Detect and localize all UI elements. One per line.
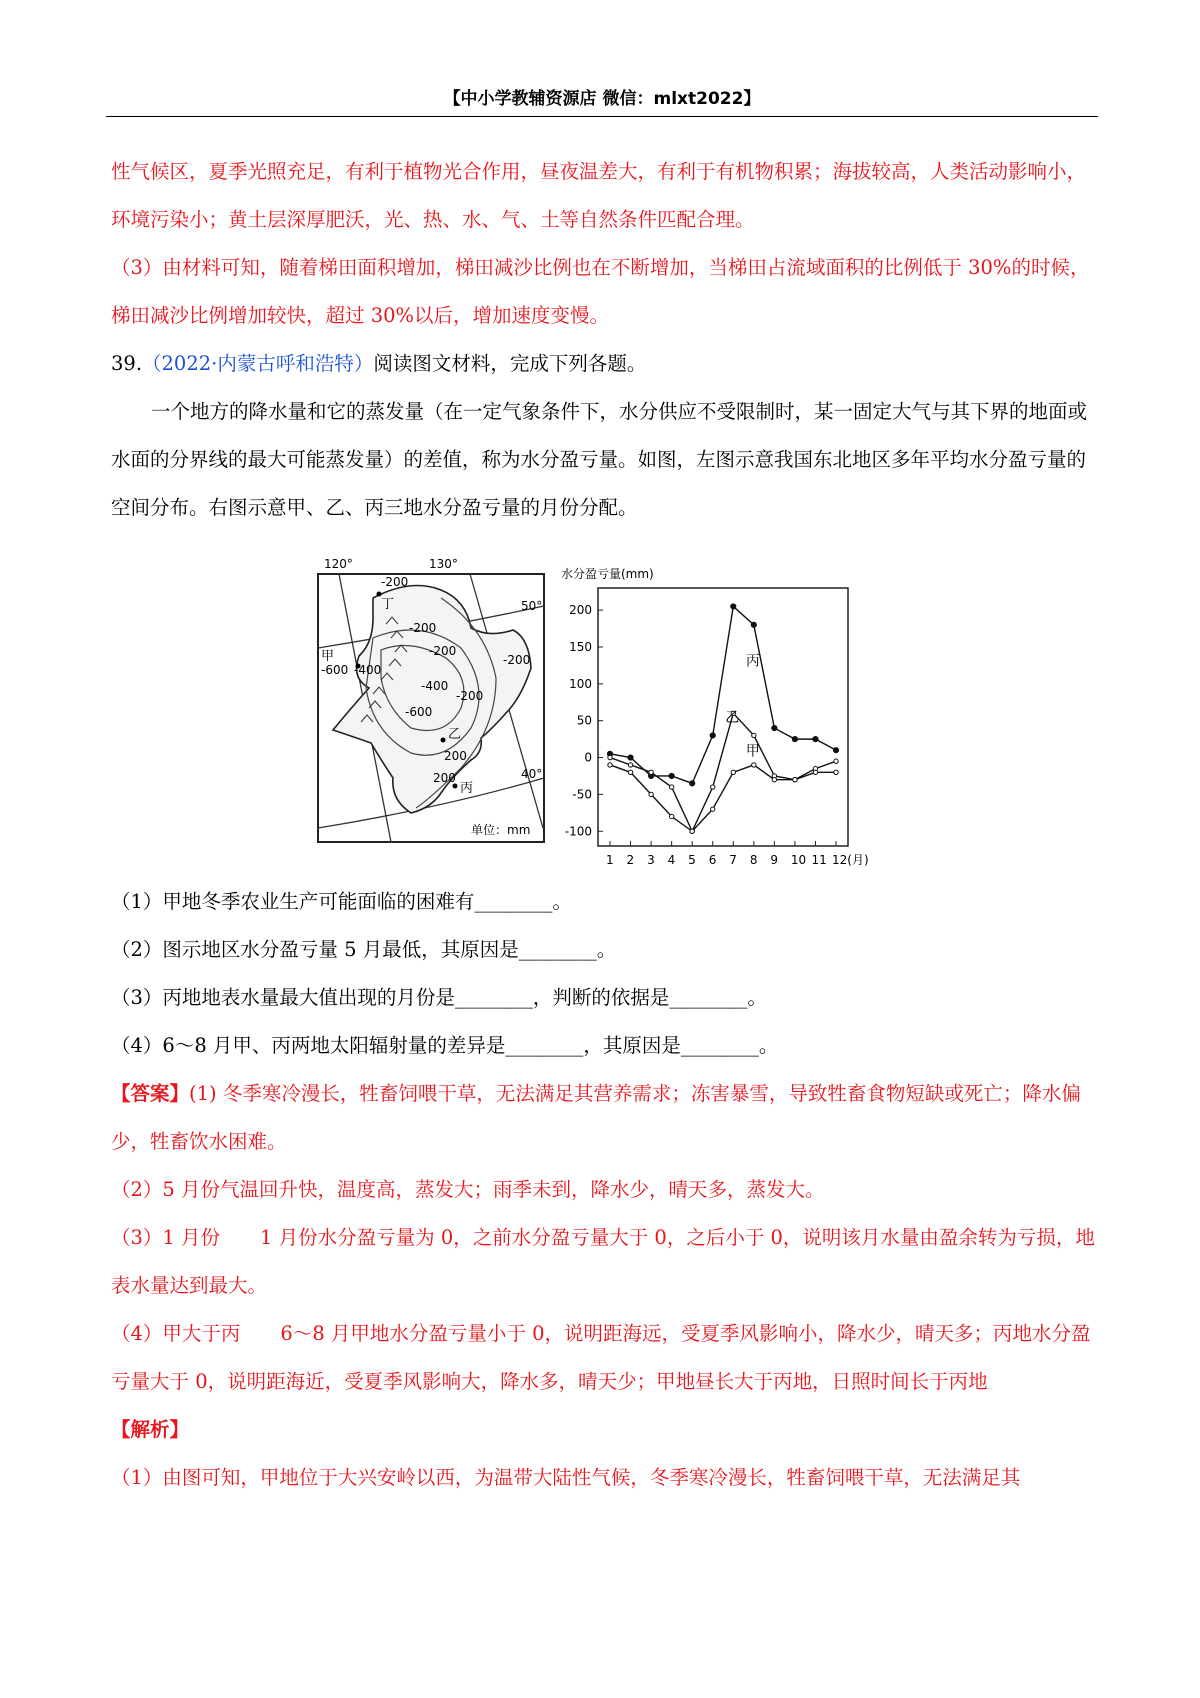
figure	[111, 538, 1096, 868]
series-line-1	[610, 713, 836, 831]
y-tick-label: -100	[564, 824, 592, 839]
analysis-1: （1）由图可知，甲地位于大兴安岭以西，为温带大陆性气候，冬季寒冷漫长，牲畜饲喂干草，无法满足其	[111, 1466, 1021, 1489]
data-point	[813, 770, 817, 774]
data-point	[731, 770, 735, 774]
answer-2: （2）5 月份气温回升快，温度高，蒸发大；雨季未到，降水少，晴天多，蒸发大。	[111, 1178, 825, 1201]
contour-label: -200	[429, 644, 457, 658]
map-unit: 单位：mm	[471, 823, 531, 837]
answer-4	[111, 1310, 1096, 1406]
question-source: （2022·内蒙古呼和浩特）	[142, 352, 374, 375]
contour-label: -200	[409, 621, 437, 635]
y-tick-label: 200	[569, 603, 592, 618]
answer-3	[111, 1214, 1096, 1310]
data-point	[608, 755, 612, 759]
data-point	[834, 770, 838, 774]
x-tick-label: 10	[790, 853, 807, 867]
x-tick-label: 9	[770, 853, 779, 867]
series-line-2	[610, 765, 836, 831]
data-point	[628, 755, 633, 760]
data-point	[792, 737, 797, 742]
answer-3-body: 1 月份水分盈亏量为 0，之前水分盈亏量大于 0，之后小于 0，说明该月水量由盈余转为亏损，地表水量达到最大。	[111, 1226, 1095, 1297]
place-label-jia: 甲	[321, 649, 335, 664]
question-material: 一个地方的降水量和它的蒸发量（在一定气象条件下，水分供应不受限制时，某一固定大气与其下界的地面或水面的分界线的最大可能蒸发量）的差值，称为水分盈亏量。如图，左图示意我国东北地区多年平均水分盈亏量的空间分布。右图示意甲、乙、丙三地水分盈亏量的月份分配。	[111, 400, 1088, 519]
prev-answer-part-3: （3）由材料可知，随着梯田面积增加，梯田减沙比例也在不断增加，当梯田占流域面积的比例低于 30%的时候，梯田减沙比例增加较快，超过 30%以后，增加速度变慢。	[111, 256, 1090, 327]
data-point	[690, 829, 694, 833]
data-point	[772, 777, 776, 781]
question-heading	[111, 340, 1096, 388]
question-prompt: 阅读图文材料，完成下列各题。	[373, 352, 647, 375]
x-tick-label: 5	[688, 853, 696, 867]
series-line-0	[610, 606, 836, 783]
data-point	[669, 814, 673, 818]
data-point	[813, 737, 818, 742]
x-tick-label: 1	[606, 853, 614, 867]
lat-label-50: 50°	[521, 599, 543, 613]
lon-label-120: 120°	[324, 557, 353, 571]
data-point	[751, 622, 756, 627]
x-tick-label: 7	[729, 853, 737, 867]
data-point	[710, 733, 715, 738]
data-point	[628, 770, 632, 774]
header-rule	[106, 116, 1098, 117]
x-tick-label: 12(月)	[832, 853, 869, 867]
answer-label: 【答案】	[111, 1082, 190, 1105]
question-3: （3）丙地地表水量最大值出现的月份是________，判断的依据是________。	[111, 986, 767, 1009]
data-point	[711, 807, 715, 811]
page-header: 【中小学教辅资源店 微信：mlxt2022】	[443, 89, 761, 109]
data-point	[833, 748, 838, 753]
data-point	[752, 733, 756, 737]
answer-3-head: （3）1 月份	[111, 1226, 221, 1249]
y-tick-label: -50	[572, 787, 592, 802]
question-2: （2）图示地区水分盈亏量 5 月最低，其原因是________。	[111, 938, 617, 961]
data-point	[649, 770, 653, 774]
contour-label: -600	[405, 705, 433, 719]
answer-1	[111, 1070, 1096, 1166]
data-point	[669, 773, 674, 778]
place-label-ding: 丁	[381, 597, 395, 612]
lon-label-130: 130°	[429, 557, 458, 571]
answer-1-text: (1) 冬季寒冷漫长，牲畜饲喂干草，无法满足其营养需求；冻害暴雪，导致牲畜食物短缺或死亡；降水偏少，牲畜饮水困难。	[111, 1082, 1081, 1153]
contour-label: -200	[381, 575, 409, 589]
data-point	[628, 763, 632, 767]
chart-ylabel: 水分盈亏量(mm)	[561, 567, 654, 581]
contour-label: 200	[444, 749, 467, 763]
contour-label: -600	[321, 663, 349, 677]
x-tick-label: 4	[667, 853, 676, 867]
place-label-yi: 乙	[448, 727, 462, 742]
contour-label: -200	[503, 653, 531, 667]
prev-answer-paragraph: 性气候区，夏季光照充足，有利于植物光合作用，昼夜温差大，有利于有机物积累；海拔较高，人类活动影响小，环境污染小；黄土层深厚肥沃，光、热、水、气、土等自然条件匹配合理。	[111, 160, 1087, 231]
water-balance-chart	[111, 538, 1096, 868]
y-tick-label: 100	[569, 676, 592, 691]
question-number: 39.	[111, 352, 143, 375]
data-point	[772, 725, 777, 730]
y-tick-label: 150	[569, 639, 592, 654]
data-point	[669, 785, 673, 789]
data-point	[690, 781, 695, 786]
x-tick-label: 11	[811, 853, 827, 867]
answer-4-body: 6～8 月甲地水分盈亏量小于 0，说明距海远，受夏季风影响小，降水少，晴天多；丙地水分盈亏量大于 0，说明距海近，受夏季风影响大，降水多，晴天少；甲地昼长大于丙地，日照时间长于丙地	[111, 1322, 1091, 1393]
place-label-bing: 丙	[460, 781, 474, 796]
chart-frame	[598, 588, 848, 846]
analysis-label: 【解析】	[111, 1418, 190, 1441]
data-point	[834, 759, 838, 763]
data-point	[711, 785, 715, 789]
contour-label: 200	[433, 771, 456, 785]
contour-label: -400	[421, 679, 449, 693]
question-1: （1）甲地冬季农业生产可能面临的困难有________。	[111, 890, 572, 913]
data-point	[649, 792, 653, 796]
data-point	[793, 777, 797, 781]
lat-label-40: 40°	[521, 767, 543, 781]
data-point	[731, 604, 736, 609]
answer-4-head: （4）甲大于丙	[111, 1322, 241, 1345]
y-tick-label: 50	[576, 713, 592, 728]
series-label: 甲	[745, 743, 760, 760]
x-tick-label: 6	[708, 853, 717, 867]
contour-label: -200	[456, 689, 484, 703]
y-tick-label: 0	[584, 750, 592, 765]
contour-label: -400	[354, 663, 382, 677]
document-body	[111, 148, 1096, 1502]
question-4: （4）6～8 月甲、丙两地太阳辐射量的差异是________，其原因是________。	[111, 1034, 779, 1057]
x-tick-label: 8	[749, 853, 758, 867]
series-label: 乙	[725, 710, 740, 727]
series-label: 丙	[745, 653, 760, 670]
data-point	[608, 763, 612, 767]
x-tick-label: 2	[626, 853, 635, 867]
data-point	[752, 763, 756, 767]
x-tick-label: 3	[647, 853, 655, 867]
